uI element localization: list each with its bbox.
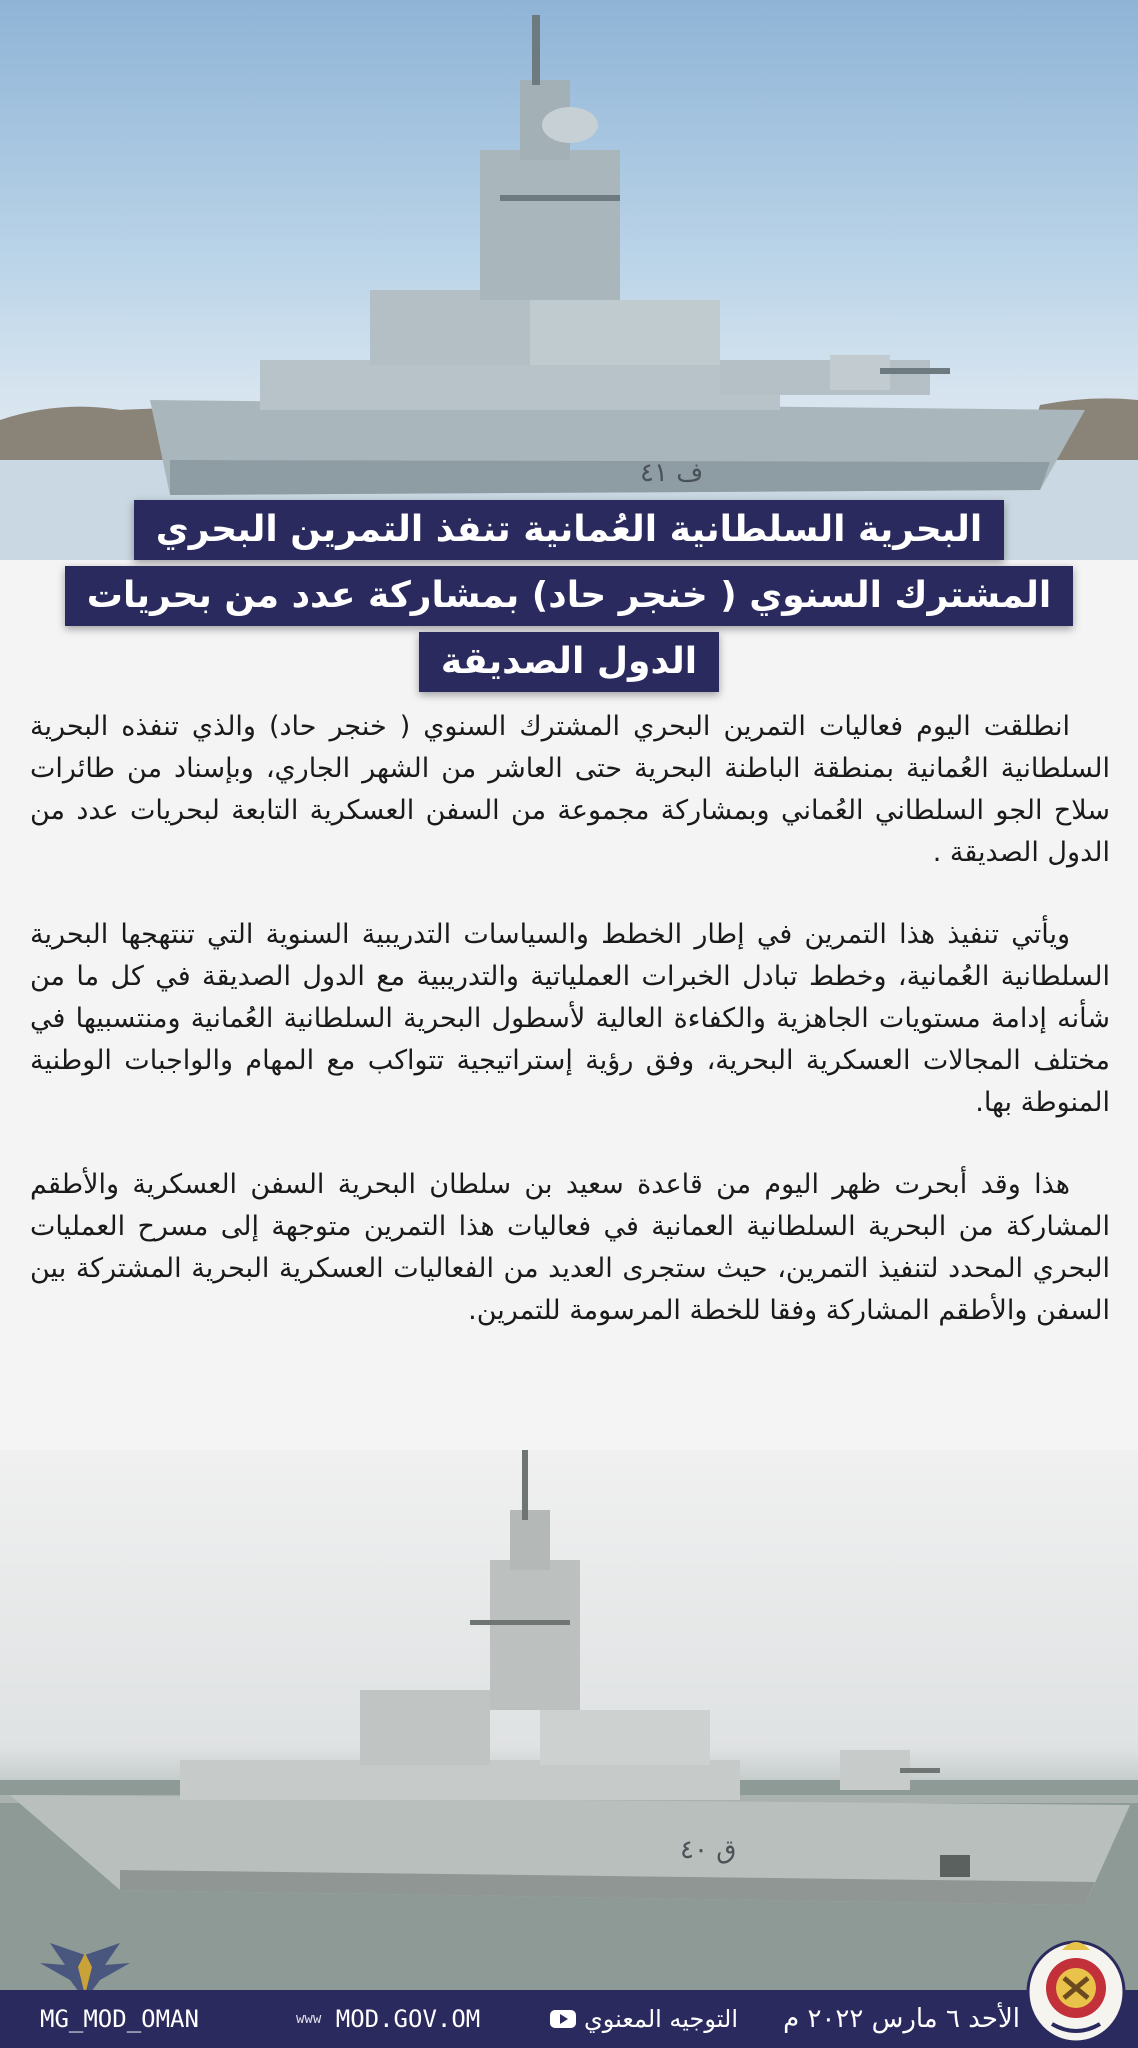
article-paragraph-1: انطلقت اليوم فعاليات التمرين البحري المشترك السنوي ( خنجر حاد) والذي تنفذه البحرية السلطانية العُمانية بمنطقة الباطنة البحرية حتى العاشر من الشهر الجاري، وبإسناد من طائرات سلاح الجو السلطاني العُماني وبمشاركة مجموعة من السفن العسكرية التابعة لبحريات عدد من الدول الصديقة .: [30, 711, 1110, 868]
bottom-ship-illustration: [0, 1450, 1138, 1990]
navy-emblem-icon: [1024, 1928, 1128, 2044]
youtube-icon: [550, 2010, 576, 2028]
article-paragraph-2: ويأتي تنفيذ هذا التمرين في إطار الخطط والسياسات التدريبية السنوية التي تنتهجها البحرية السلطانية العُمانية، وخطط تبادل الخبرات العملياتية والتدريبية مع الدول الصديقة في كل ما من شأنه إدامة مستويات الجاهزية والكفاءة العالية لأسطول البحرية السلطانية العُمانية ومنتسبيها في مختلف المجالات العسكرية البحرية، وفق رؤية إستراتيجية تتواكب مع المهام والواجبات الوطنية المنوطة بها.: [30, 919, 1110, 1118]
bottom-ship-photo: [0, 1450, 1138, 1990]
article-body: [30, 706, 1110, 1372]
footer-channel-link[interactable]: [550, 1990, 738, 2048]
top-ship-illustration: [0, 0, 1138, 560]
footer-www-prefix: www: [296, 2011, 322, 2027]
headline: [0, 500, 1138, 692]
top-hull-number: ف ٤١: [640, 458, 704, 488]
headline-line-1: البحرية السلطانية العُمانية تنفذ التمرين البحري: [134, 500, 1004, 560]
footer-social-handle[interactable]: MG_MOD_OMAN: [40, 2005, 199, 2033]
headline-line-2: المشترك السنوي ( خنجر حاد) بمشاركة عدد من بحريات: [65, 566, 1073, 626]
footer-date: الأحد ٦ مارس ٢٠٢٢ م: [783, 2004, 1020, 2034]
footer-website: MOD.GOV.OM: [335, 2005, 481, 2033]
headline-line-3: الدول الصديقة: [419, 632, 719, 692]
article-paragraph-3: هذا وقد أبحرت ظهر اليوم من قاعدة سعيد بن سلطان البحرية السفن العسكرية والأطقم المشاركة من البحرية السلطانية العمانية في فعاليات هذا التمرين متوجهة إلى مسرح العمليات البحري المحدد لتنفيذ التمرين، حيث ستجرى العديد من الفعاليات العسكرية البحرية المشتركة بين السفن والأطقم المشاركة وفقا للخطة المرسومة للتمرين.: [30, 1169, 1110, 1326]
bottom-hull-number: ق ٤٠: [680, 1835, 737, 1865]
footer-channel-label: التوجيه المعنوي: [583, 2005, 738, 2033]
top-ship-photo: [0, 0, 1138, 560]
footer-website-link[interactable]: [290, 1990, 480, 2048]
footer-bar: [0, 1990, 1138, 2048]
